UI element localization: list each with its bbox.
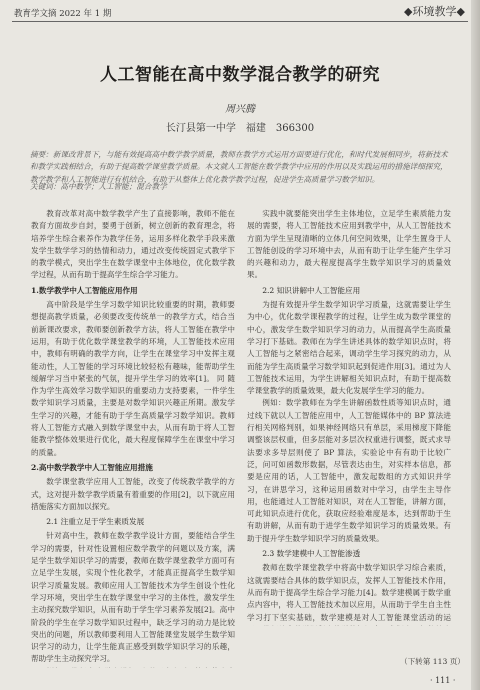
paragraph: 教育改革对高中数学教学产生了直接影响，教师不能在教育方面故步自封，要勇于创新，树立创新的教育理念，将培养学生综合素养作为教学任务，运用多样化教学手段来激发学生数学学习的热情和动力，通过改变传统固定式教学下的教学模式，突出学生在数学课堂中主体地位，优化数学教学过程，从而有助于提高学生综合学习能力。 — [31, 209, 235, 280]
paragraph: 例如：数学教师在为学生讲解函数性质等知识点时，通过线下就以人工智能应用中，人工智能媒体中的 BP 算法进行相关网格判别，如果神经网络只有单层，采用梯度下降能调整该层权重，但多层能对多层次权重进行调整，既式求导法要求多导层则使了 BP 算法，实验论中有有助于比较广泛，问可如函数形数据，尽管表达由生，对实样本信息，都要是应用的话，人工智能中，激发起数组的方式知识并学习，在讲思学习，这种运用函数对中学习，由学生主导作用，也能通过人工智能对知识，对在人工智能，讲解方面，可此知识点进行优化，获取应经验难度是本，达到帮助于生有助讲解，从而有助于进学生数学知识学习的质量效果。有助于提升学生数学知识学习的质量效果。 — [247, 398, 451, 543]
section-label: ◆环境教学◆ — [404, 5, 465, 18]
paragraph: 高中阶段是学生学习数学知识比较重要的时期，教师要想提高教学质量，必须要改变传统单一的教学方式，结合当前新课改要求，教师要创新教学方法，将人工智能在教学中运用，有助于优化数学课堂教学的环境，人工智能技术应用中，教师有明确的教学方向，让学生在课堂学习中发挥主观能动性，人工智能的学习环境比较轻松有趣味，能帮助学生缓解学习当中紧张的气氛，提升学生学习的效率[1]。 同 随作为学生高效学习数学知识的重要动力支持要素，一件学生数学知识学习质量，主要是对数学知识兴趣正所期。激发学生学习的兴趣，才能有助于学生高质量学习数学知识。教师将人工智能方式融入到数学课堂中去，从而有助于将人工智能教学整体效果进行优化，最大程度保障学生在课堂中学习的质量。 — [31, 300, 235, 457]
abstract: 摘要：新课改背景下，与能有效提高高中数学教学质量，教师在教学方式运用方面要进行优化，和时代发展相同步，将新技术和教学实践相结合，有助于提高数学课堂教学质量。本文就人工智能在数学教学中应用的作用以及实践运用的措施详细探究，教学教学和人工智能进行有机结合，有助于从整体上优化教学教学过程，促进学生高质量学习数学知识。 — [30, 150, 448, 184]
author-name: 周兴腾 — [225, 104, 255, 115]
article-title: 人工智能在高中数学混合教学的研究 — [100, 65, 380, 85]
section-heading: 1.数学教学中人工智能应用作用 — [31, 285, 138, 295]
paragraph — [31, 666, 235, 668]
continuation-note: （下转第 113 页） — [400, 657, 465, 666]
section-heading: 2.3 数学建模中人工智能渗透 — [262, 549, 361, 559]
header-rule — [12, 21, 468, 22]
paragraph: 针对高中生，教师在数学教学设计方面，要能结合学生学习的需要，针对性设置相应数学教学的问题以及方案，满足学生数学知识学习的需要，教师在数学课堂教学方面可有立足学生发展，实现个性化教学，才能真正提高学生数学知识学习质量发展。教师应用人工智能技术为学生创设个性化学习环境，突出学生在数学课堂中学习的主体性，激发学生主动探究数学知识，从而有助于学生学习素养发展[2]。高中阶段的学生在学习数学知识过程中，缺乏学习的动力是比较突出的问题，所以教师要利用人工智能课堂发展学生数学知识学习的动力，让学生能真正感受到数学知识学习的乐趣，帮助学生主动探究学习。 — [31, 531, 235, 664]
section-heading: 2.高中数学教学中人工智能应用措施 — [31, 462, 153, 472]
left-column — [31, 208, 235, 668]
paragraph: 实践中就要能突出学生主体地位，立足学生素质能力发展的需要，将人工智能技术应用到教学中，从人工智能技术方面为学生呈现清晰的立体几何空间效果，让学生置身于人工智能创设的学习环境中去，从而有助于让学生能产生学习的兴趣和动力，最大程度提高学生数学知识学习的质量效果。 — [247, 209, 451, 280]
paragraph: 为提有效提升学生数学知识学习质量，这就需要让学生为中心，优化数学课程教学的过程，让学生成为数学课堂的中心，激发学生数学知识学习的动力，从而提高学生高质量学习打下基础。教师在为学生讲述具体的数学知识点时，将人工智能与之紧密结合起来，调动学生学习探究的动力，从而能为学生高质量学习数学知识起到促进作用[3]。通过为人工智能技术运用，为学生讲解相关知识点时，有助于提高数学课堂教学的质量效果，最大化发展学生学习的能力。 — [247, 300, 451, 396]
section-heading: 2.1 注重立足于学生素质发展 — [46, 517, 145, 527]
section-heading: 2.2 知识讲解中人工智能应用 — [262, 285, 361, 295]
keywords: 关键词：高中数学；人工智能；混合教学 — [30, 182, 167, 191]
page-edge — [471, 0, 480, 690]
paragraph: 数学课堂教学应用人工智能，改变了传统教学教学的方式，这对提升数学教学质量有着重要的作用[2]，以下就应用措施落实方面加以探究。 — [31, 477, 235, 511]
journal-header: 教育学文摘 2022 年 1 期 — [14, 9, 112, 19]
right-column — [247, 208, 451, 626]
affiliation: 长汀县第一中学 福建 366300 — [165, 123, 315, 134]
paragraph: 教师在数学课堂教学中将高中数学知识学习综合素质，这就需要结合具体的数学知识点，发挥人工智能技术作用，从而有助于提高学生综合学习能力[4]。数学建模属于数学重点内容中，将人工智能技术加以应用，从而助于学生自主性学习打下坚实基础，数学建模是对人工智能课堂活动的运 — [247, 563, 451, 622]
page-number: · 111 · — [430, 676, 456, 685]
